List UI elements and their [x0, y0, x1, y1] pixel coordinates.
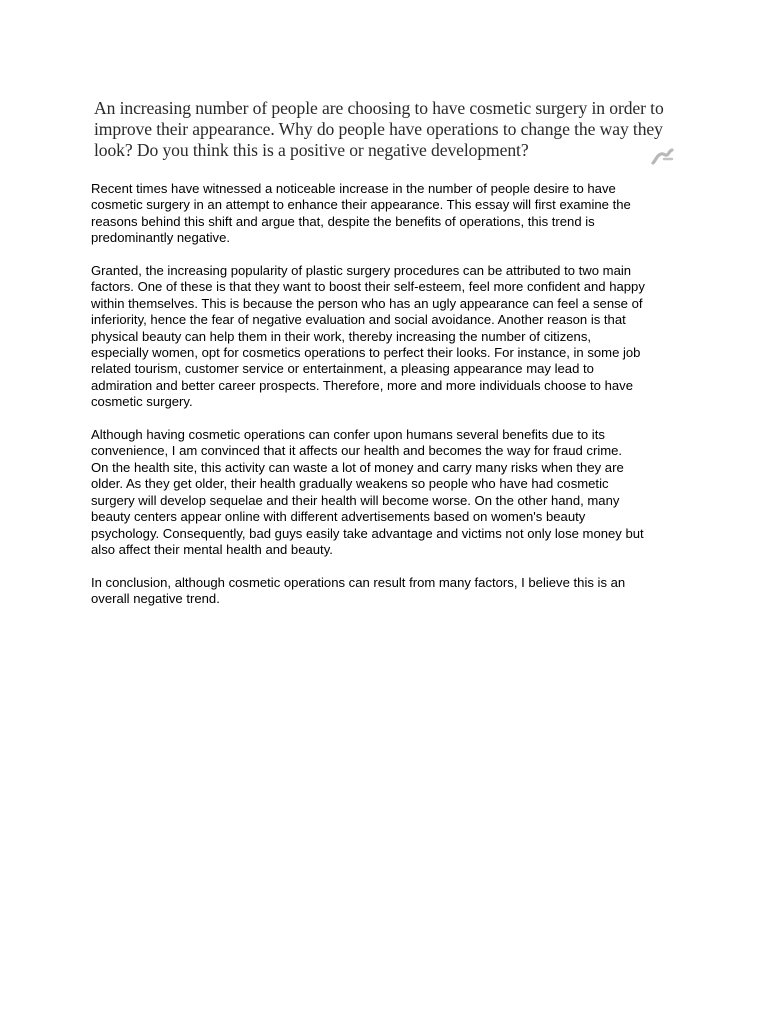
- essay-prompt-image: [94, 98, 684, 164]
- text-line: related tourism, customer service or entertainment, a pleasing appearance may lead to: [91, 361, 594, 377]
- text-line: factors. One of these is that they want to boost their self-esteem, feel more confident and happy: [91, 279, 645, 295]
- text-line: Although having cosmetic operations can confer upon humans several benefits due to its: [91, 427, 605, 443]
- text-line: Granted, the increasing popularity of plastic surgery procedures can be attributed to two main: [91, 263, 632, 279]
- text-line: predominantly negative.: [91, 230, 231, 246]
- essay-paragraph-body-2: [91, 427, 691, 558]
- prompt-line: An increasing number of people are choosing to have cosmetic surgery in order to: [94, 98, 664, 118]
- text-line: older. As they get older, their health gradually weakens so people who have had cosmetic: [91, 476, 609, 492]
- text-line: convenience, I am convinced that it affects our health and becomes the way for fraud crime.: [91, 443, 623, 459]
- essay-body: [91, 181, 691, 624]
- pen-cursor-icon: [650, 143, 674, 167]
- essay-paragraph-introduction: [91, 181, 691, 247]
- text-line: within themselves. This is because the person who has an ugly appearance can feel a sense of: [91, 295, 643, 311]
- text-line: inferiority, hence the fear of negative evaluation and social avoidance. Another reason is that: [91, 312, 626, 328]
- text-line: Recent times have witnessed a noticeable increase in the number of people desire to have: [91, 181, 616, 196]
- essay-paragraph-body-1: [91, 263, 691, 411]
- text-line: admiration and better career prospects. Therefore, more and more individuals choose to have: [91, 377, 633, 393]
- prompt-line: improve their appearance. Why do people have operations to change the way they: [94, 119, 663, 139]
- text-line: physical beauty can help them in their work, thereby increasing the number of citizens,: [91, 328, 592, 344]
- text-line: beauty centers appear online with different advertisements based on women's beauty: [91, 509, 586, 525]
- text-line: psychology. Consequently, bad guys easily take advantage and victims not only lose money but: [91, 525, 644, 541]
- text-line: also affect their mental health and beauty.: [91, 541, 333, 557]
- text-line: cosmetic surgery.: [91, 394, 193, 410]
- text-line: surgery will develop sequelae and their health will become worse. On the other hand, many: [91, 492, 620, 508]
- text-line: On the health site, this activity can waste a lot of money and carry many risks when they are: [91, 459, 624, 475]
- prompt-line: look? Do you think this is a positive or negative development?: [94, 140, 529, 160]
- text-line: cosmetic surgery in an attempt to enhance their appearance. This essay will first examine the: [91, 197, 631, 213]
- essay-paragraph-conclusion: [91, 575, 691, 608]
- text-line: especially women, opt for cosmetics operations to perfect their looks. For instance, in some job: [91, 345, 641, 361]
- text-line: In conclusion, although cosmetic operations can result from many factors, I believe this is an: [91, 574, 626, 590]
- essay-prompt: [94, 98, 684, 161]
- text-line: overall negative trend.: [91, 591, 220, 607]
- text-line: reasons behind this shift and argue that, despite the benefits of operations, this trend is: [91, 213, 595, 229]
